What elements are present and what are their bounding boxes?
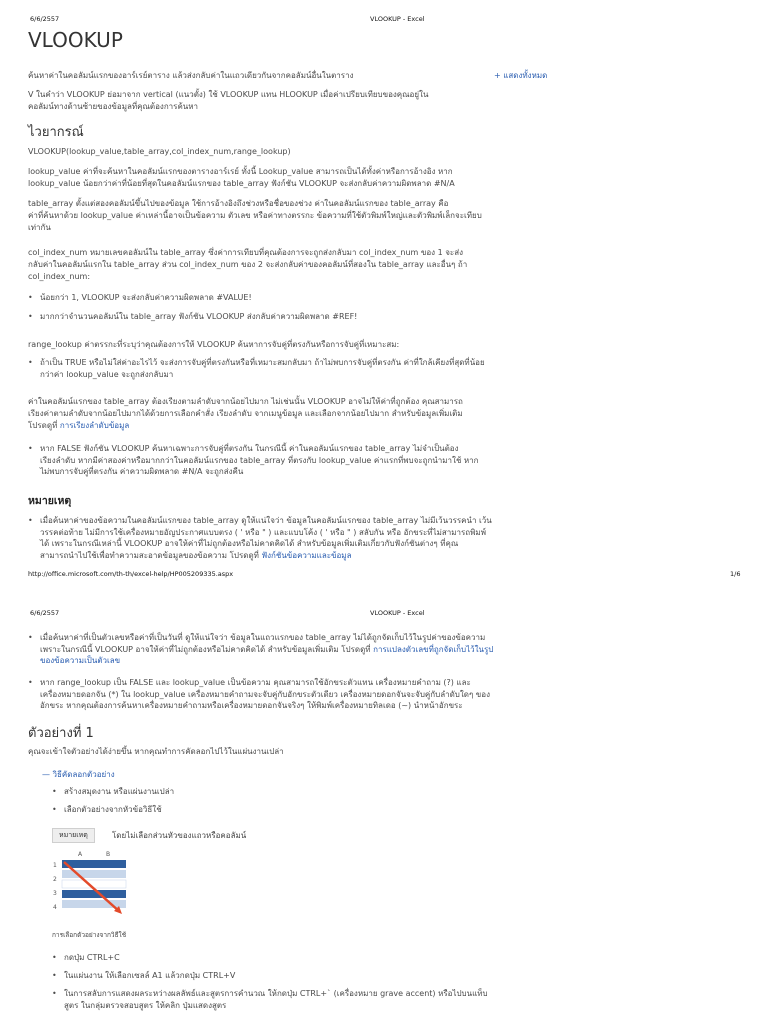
example-intro: คุณจะเข้าใจตัวอย่างได้ง่ายขึ้น หากคุณทำการคัดลอกไปไว้ในแผ่นงานเปล่า — [28, 747, 284, 756]
sheet-row-3: 3 — [53, 890, 57, 897]
list-item: • ถ้าเป็น TRUE หรือไม่ใส่ค่าอะไรไว้ จะส่งการจับคู่ที่ตรงกันหรือที่เหมาะสมกลับมา ถ้าไม่พบการจับคู่ที่ตรงกัน ค่าที่ใกล้เคียงที่สุดที่น้อย กว่าค่า lookup_value จะถูกส่งกลับมา — [28, 358, 485, 379]
page-title: VLOOKUP — [28, 28, 123, 52]
print-header — [0, 15, 768, 29]
lookup-value-desc-cont: ทั้งนี้ Lookup_value สามารถเป็นได้ทั้งค่าหรือการอ้างอิง หาก — [241, 167, 453, 176]
sheet-col-b: B — [106, 851, 111, 858]
table-array-line-2: ค่าที่ค้นหาด้วย lookup_value ค่าเหล่านี้อาจเป็นข้อความ ตัวเลข หรือค่าทางตรรกะ ข้อความที่ใช้ตัวพิมพ์ใหญ่และตัวพิมพ์เล็กจะเทียบ — [28, 211, 482, 220]
list-item: • ในการสลับการแสดงผลระหว่างผลลัพธ์และสูตรการคำนวณ ให้กดปุ่ม CTRL+` (เครื่องหมาย grave accent) หรือไปบนแท็บ สูตร ในกลุ่มตรวจสอบสูตร ให้คลิก ปุ่มแสดงสูตร — [52, 989, 488, 1010]
range-lookup-line: range_lookup ค่าตรรกะที่ระบุว่าคุณต้องการให้ VLOOKUP ค้นหาการจับคู่ที่ตรงกันหรือการจับคู่ที่เหมาะสม: — [28, 340, 400, 349]
print-date-2: 6/6/2557 — [30, 609, 60, 617]
note-text: โดยไม่เลือกส่วนหัวของแถวหรือคอลัมน์ — [112, 831, 247, 840]
print-title-2: VLOOKUP - Excel — [370, 609, 425, 617]
footer-url: http://office.microsoft.com/th-th/excel-help/HP005209335.aspx — [28, 570, 234, 578]
print-date: 6/6/2557 — [30, 15, 60, 23]
lookup-value-line-2: lookup_value น้อยกว่าค่าที่น้อยที่สุดในคอลัมน์แรกของ table_array ฟังก์ชัน VLOOKUP จะส่งกลับค่าความผิดพลาด #N/A — [28, 179, 455, 188]
sheet-row-highlight — [62, 900, 126, 908]
convert-numbers-link-cont[interactable]: ของข้อความเป็นตัวเลข — [40, 656, 121, 665]
v-note-line-2: คอลัมน์ทางด้านซ้ายของข้อมูลที่คุณต้องการค้นหา — [28, 102, 199, 111]
example-heading: ตัวอย่างที่ 1 — [28, 726, 94, 741]
convert-numbers-link[interactable]: การแปลงตัวเลขที่ถูกจัดเก็บไว้ในรูป — [373, 644, 494, 654]
text-functions-link[interactable]: ฟังก์ชันข้อความและข้อมูล — [261, 550, 352, 560]
list-item: • กดปุ่ม CTRL+C — [52, 953, 120, 962]
list-item: • เลือกตัวอย่างจากหัวข้อวิธีใช้ — [52, 805, 162, 814]
intro-text: ค้นหาค่าในคอลัมน์แรกของอาร์เรย์ตาราง แล้วส่งกลับค่าในแถวเดียวกันจากคอลัมน์อื่นในตาราง — [28, 71, 354, 80]
sort-line-1: ค่าในคอลัมน์แรกของ table_array ต้องเรียงตามลำดับจากน้อยไปมาก ไม่เช่นนั้น VLOOKUP อาจไม่ให้ค่าที่ถูกต้อง คุณสามารถ — [28, 397, 463, 406]
print-header-2 — [0, 609, 768, 623]
col-index-line-3: col_index_num: — [28, 272, 91, 281]
sort-data-link[interactable]: การเรียงลำดับข้อมูล — [59, 421, 130, 430]
list-item: • หาก FALSE ฟังก์ชัน VLOOKUP ค้นหาเฉพาะการจับคู่ที่ตรงกัน ในกรณีนี้ ค่าในคอลัมน์แรกของ table_array ไม่จำเป็นต้อง เรียงลำดับ หากมีค่าสองค่าหรือมากกว่าในคอลัมน์แรกของ table_array ที่ตรงกับ lookup_value ค่าแรกที่พบจะถูกนำมาใช้ หาก ไม่พบการจับคู่ที่ตรงกัน ค่าความผิดพลาด #N/A จะถูกส่งคืน — [28, 444, 479, 476]
list-item: • น้อยกว่า 1, VLOOKUP จะส่งกลับค่าความผิดพลาด #VALUE! — [28, 293, 252, 302]
v-note-line-1: V ในคำว่า VLOOKUP ย่อมาจาก vertical (แนวตั้ง) ใช้ VLOOKUP แทน HLOOKUP เมื่อค่าเปรียบเทียบของคุณอยู่ใน — [28, 90, 429, 99]
col-index-line-1: col_index_num หมายเลขคอลัมน์ใน table_array ซึ่งค่าการเทียบที่คุณต้องการจะถูกส่งกลับมา col_index_num ของ 1 จะส่ง — [28, 248, 463, 257]
show-all-link[interactable]: + แสดงทั้งหมด — [494, 71, 548, 80]
list-item: • มากกว่าจำนวนคอลัมน์ใน table_array ฟังก์ชัน VLOOKUP ส่งกลับค่าความผิดพลาด #REF! — [28, 312, 358, 321]
syntax-heading: ไวยากรณ์ — [28, 125, 84, 140]
page-number: 1/6 — [730, 570, 741, 578]
list-item: • หาก range_lookup เป็น FALSE และ lookup_value เป็นข้อความ คุณสามารถใช้อักขระตัวแทน เครื่องหมายคำถาม (?) และ เครื่องหมายดอกจัน (*) ใน lookup_value เครื่องหมายคำถามจะจับคู่กับอักขระตัวเดียว เครื่องหมายดอกจันจะจับคู่กับลำดับใดๆ ของ อักขระ หากคุณต้องการค้นหาเครื่องหมายคำถามหรือเครื่องหมายดอกจันจริงๆ ให้พิมพ์เครื่องหมายทิลเดอ (~) นำหน้าอักขระ — [28, 678, 490, 710]
list-item: • เมื่อค้นหาค่าของข้อความในคอลัมน์แรกของ table_array ดูให้แน่ใจว่า ข้อมูลในคอลัมน์แรกของ table_array ไม่มีเว้นวรรคนำ เว้น วรรคต่อท้าย ไม่มีการใช้เครื่องหมายอัญประกาศแบบตรง ( ' หรือ " ) และแบบโค้ง ( ' หรือ " ) สลับกัน หรือ อักขระที่ไม่สามารถพิมพ์ ได้ เพราะในกรณีเหล่านี้ VLOOKUP อาจให้ค่าที่ไม่ถูกต้องหรือไม่คาดคิดได้ สำหรับข้อมูลเพิ่มเติมเกี่ยวกับฟังก์ชันต่างๆ ที่คุณ สามารถนำไปใช้เพื่อทำความสะอาดข้อมูลของข้อความ โปรดดูที่ ฟังก์ชันข้อความและข้อมูล — [28, 516, 492, 560]
lookup-value-desc: lookup_value ค่าที่จะค้นหาในคอลัมน์แรกของตารางอาร์เรย์ — [28, 167, 242, 176]
image-caption: การเลือกตัวอย่างจากวิธีใช้ — [52, 931, 127, 939]
syntax-text: VLOOKUP(lookup_value,table_array,col_index_num,range_lookup) — [28, 147, 291, 156]
lookup-value-line-1 — [28, 166, 740, 178]
sort-line-2: เรียงค่าตามลำดับจากน้อยไปมากได้ด้วยการเลือกคำสั่ง เรียงลำดับ จากเมนูข้อมูล และเลือกจากน้อยไปมาก สำหรับข้อมูลเพิ่มเติม — [28, 409, 463, 418]
sheet-col-a: A — [78, 851, 83, 858]
table-array-line-1: table_array ตั้งแต่สองคอลัมน์ขึ้นไปของข้อมูล ใช้การอ้างอิงถึงช่วงหรือชื่อของช่วง ค่าในคอลัมน์แรกของ table_array คือ — [28, 199, 449, 208]
sheet-row-2: 2 — [53, 876, 57, 883]
sheet-selection-illustration — [52, 848, 132, 920]
list-item: • เมื่อค้นหาค่าที่เป็นตัวเลขหรือค่าที่เป็นวันที่ ดูให้แน่ใจว่า ข้อมูลในแถวแรกของ table_array ไม่ได้ถูกจัดเก็บไว้ในรูปค่าของข้อความ เพราะในกรณีนี้ VLOOKUP อาจให้ค่าที่ไม่ถูกต้องหรือไม่คาดคิดได้ สำหรับข้อมูลเพิ่มเติม โปรดดูที่ การแปลงตัวเลขที่ถูกจัดเก็บไว้ในรูป ของข้อความเป็นตัวเลข — [28, 632, 728, 667]
notes-heading: หมายเหตุ — [28, 495, 72, 507]
print-title: VLOOKUP - Excel — [370, 15, 425, 23]
sort-line-3: โปรดดูที่ การเรียงลำดับข้อมูล — [28, 421, 130, 430]
sheet-row-highlight — [62, 870, 126, 878]
sheet-row-highlight — [62, 890, 126, 898]
list-item: • ในแผ่นงาน ให้เลือกเซลล์ A1 แล้วกดปุ่ม CTRL+V — [52, 971, 236, 980]
list-item: • สร้างสมุดงาน หรือแผ่นงานเปล่า — [52, 787, 175, 796]
sheet-row — [62, 880, 126, 888]
sheet-row-4: 4 — [53, 904, 57, 911]
note-button: หมายเหตุ — [52, 828, 95, 843]
sheet-row-highlight — [62, 860, 126, 868]
col-index-line-2: กลับค่าในคอลัมน์แรกใน table_array ส่วน col_index_num ของ 2 จะส่งกลับค่าของคอลัมน์ที่สองใน table_array และอื่นๆ ถ้า — [28, 260, 468, 269]
copy-example-toggle[interactable]: — วิธีคัดลอกตัวอย่าง — [42, 770, 115, 779]
table-array-line-3: เท่ากัน — [28, 223, 51, 232]
sheet-row-1: 1 — [53, 862, 57, 869]
